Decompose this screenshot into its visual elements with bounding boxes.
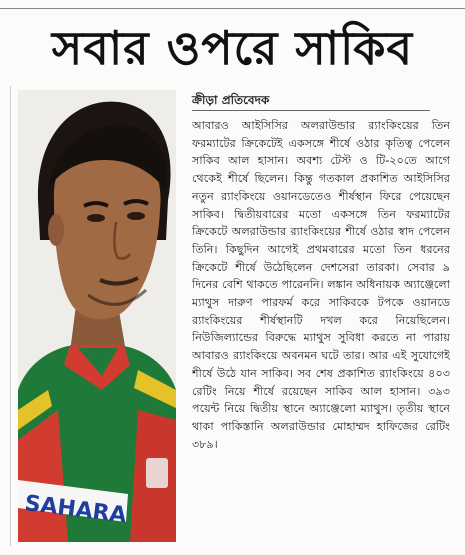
byline-divider bbox=[192, 110, 430, 111]
player-photo bbox=[18, 90, 176, 542]
column-divider bbox=[10, 86, 11, 546]
byline: ক্রীড়া প্রতিবেদক bbox=[192, 93, 270, 107]
jersey-sponsor-text: SAHARA bbox=[23, 491, 128, 529]
player-portrait-icon bbox=[18, 90, 176, 542]
article-body: আবারও আইসিসির অলরাউন্ডার র‍্যাংকিংয়ের তিন ফরম্যাটের ক্রিকেটেই একসঙ্গে শীর্ষে ওঠার কৃতিত্ব পেলেন সাকিব আল হাসান। অবশ্য টেস্ট ও টি-২০তে আগে থেকেই শীর্ষে ছিলেন। কিন্তু গতকাল প্রকাশিত আইসিসির নতুন র‍্যাংকিংয়ে ওয়ানডেতেও শীর্ষস্থান ফিরে পেয়েছেন সাকিব। দ্বিতীয়বারের মতো একসঙ্গে তিন ফরম্যাটের ক্রিকেটে অলরাউন্ডার র‍্যাংকিংয়ের শীর্ষে ওঠার স্বাদ পেলেন তিনি। কিছুদিন আগেই প্রথমবারের মতো তিন ধরনের ক্রিকেটে শীর্ষে উঠেছিলেন দেশসেরা তারকা। সেবার ৯ দিনের বেশি থাকতে পারেননি। লঙ্কান অধিনায়ক অ্যাঞ্জেলো ম্যাথুস দারুণ পারফর্ম করে সাকিবকে টপকে ওয়ানডে র‍্যাংকিংয়ের শীর্ষস্থানটি দখল করে নিয়েছিলেন। নিউজিল্যান্ডের বিরুদ্ধে ম্যাথুস সুবিধা করতে না পারায় আবারও র‍্যাংকিংয়ে অবনমন ঘটে তার। আর এই সুযোগেই শীর্ষে উঠে যান সাকিব। সব শেষ প্রকাশিত র‍্যাংকিংয়ে ৪০৩ রেটিং নিয়ে শীর্ষে রয়েছেন সাকিব আল হাসান। ৩৯৩ পয়েন্ট নিয়ে দ্বিতীয় স্থানে অ্যাঞ্জেলো ম্যাথুস। তৃতীয় স্থানে থাকা পাকিস্তানি অলরাউন্ডার মোহাম্মদ হাফিজের রেটিং ৩৮৯। bbox=[192, 119, 450, 451]
headline: সবার ওপরে সাকিব bbox=[51, 21, 414, 75]
top-divider bbox=[0, 8, 465, 9]
